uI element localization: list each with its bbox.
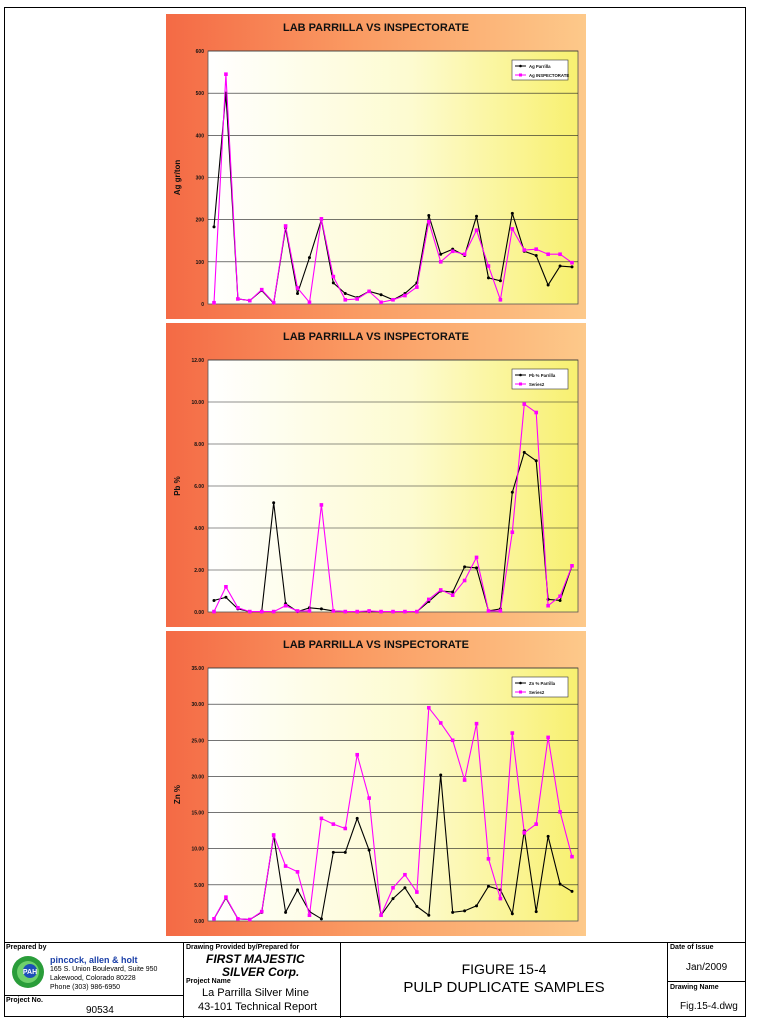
ag-series-2-point [451, 249, 455, 253]
zn-series-1-point [356, 817, 359, 820]
ag-series-2-point [272, 301, 276, 305]
ag-y-axis-label: Ag gr/ton [173, 159, 182, 196]
company-phone: Phone (303) 986-6950 [50, 984, 121, 991]
zn-series-2-point [391, 886, 395, 890]
ag-series-2-point [212, 301, 216, 305]
zn-legend-label-1: Zn % Parrilla [529, 680, 556, 686]
zn-chart [166, 631, 586, 936]
zn-series-1-point [332, 851, 335, 854]
client-name-2: SILVER Corp. [222, 965, 300, 979]
ag-y-tick-label: 0 [201, 302, 204, 308]
ag-series-2-point [546, 252, 550, 256]
ag-series-1-point [547, 284, 550, 287]
pb-series-2-point [379, 610, 383, 614]
pb-legend-marker-1 [519, 374, 522, 377]
zn-series-1-point [451, 911, 454, 914]
ag-series-1-point [475, 215, 478, 218]
ag-series-2-point [343, 298, 347, 302]
ag-series-1-point [511, 212, 514, 215]
ag-series-2-point [284, 224, 288, 228]
pb-chart-title: LAB PARRILLA VS INSPECTORATE [283, 331, 469, 343]
zn-series-2-point [332, 822, 336, 826]
pb-series-2-point [248, 610, 252, 614]
ag-series-2-point [332, 275, 336, 279]
ag-series-2-point [463, 252, 467, 256]
drawing-provided-label: Drawing Provided by/Prepared for [186, 944, 300, 951]
zn-series-2-point [248, 918, 252, 922]
zn-legend-marker-1 [519, 682, 522, 685]
pb-series-1-point [523, 451, 526, 454]
pb-y-tick-label: 12.00 [191, 358, 204, 364]
pb-series-1-point [272, 501, 275, 504]
figure-title: FIGURE 15-4 [461, 961, 547, 977]
pb-series-2-point [332, 609, 336, 613]
pb-series-2-point [451, 593, 455, 597]
pb-series-1-point [224, 596, 227, 599]
ag-legend-label-1: Ag Parrilla [529, 63, 551, 69]
zn-series-1-point [463, 909, 466, 912]
client-cell [184, 943, 341, 1018]
drawing-name-cell [668, 981, 746, 1018]
company-address-1: 165 S. Union Boulevard, Suite 950 [50, 966, 158, 973]
pb-series-2-point [511, 530, 515, 534]
pb-series-1-point [320, 607, 323, 610]
ag-series-2-point [296, 286, 300, 290]
ag-series-2-point [487, 264, 491, 268]
pb-y-tick-label: 4.00 [194, 526, 204, 532]
zn-series-2-point [487, 857, 491, 861]
ag-y-tick-label: 600 [195, 49, 204, 55]
zn-y-tick-label: 5.00 [194, 882, 204, 889]
ag-series-2-point [475, 228, 479, 232]
prepared-by-label: Prepared by [6, 944, 47, 951]
pb-series-1-point [463, 565, 466, 568]
zn-series-2-point [451, 738, 455, 742]
zn-series-2-point [212, 917, 216, 921]
zn-series-1-point [547, 835, 550, 838]
ag-series-2-point [260, 288, 264, 292]
ag-series-2-point [248, 299, 252, 303]
zn-y-tick-label: 10.00 [191, 846, 204, 853]
pb-series-2-point [439, 588, 443, 592]
pb-series-2-point [224, 585, 228, 589]
ag-legend-marker-1 [519, 65, 522, 68]
zn-series-2-point [475, 722, 479, 726]
ag-series-2-point [427, 220, 431, 224]
pb-y-tick-label: 8.00 [194, 442, 204, 448]
ag-series-2-point [224, 72, 228, 76]
pb-series-2-point [296, 609, 300, 613]
pb-series-2-point [367, 609, 371, 613]
ag-y-tick-label: 300 [195, 175, 204, 182]
project-no-cell [4, 995, 184, 1018]
pb-series-2-point [487, 609, 491, 613]
pb-series-2-point [499, 609, 503, 613]
pb-series-2-point [415, 610, 419, 614]
pb-y-tick-label: 6.00 [194, 484, 204, 490]
zn-series-2-point [511, 731, 515, 735]
zn-series-2-point [224, 895, 228, 899]
zn-chart-panel [166, 631, 586, 936]
ag-series-2-point [391, 298, 395, 302]
company-address-2: Lakewood, Colorado 80228 [50, 975, 136, 982]
pb-series-1-point [511, 491, 514, 494]
drawing-name-value: Fig.15-4.dwg [680, 1001, 738, 1012]
zn-series-1-point [296, 888, 299, 891]
ag-series-1-point [559, 265, 562, 268]
ag-series-2-point [499, 298, 503, 302]
ag-y-tick-label: 200 [195, 217, 204, 224]
zn-series-2-point [570, 855, 574, 859]
zn-series-2-point [546, 736, 550, 740]
ag-series-1-point [296, 292, 299, 295]
ag-series-1-point [499, 279, 502, 282]
ag-series-1-point [571, 265, 574, 268]
drawing-name-label: Drawing Name [670, 984, 719, 991]
ag-legend-marker-2 [519, 74, 522, 77]
zn-series-2-point [463, 778, 467, 782]
zn-series-1-point [559, 883, 562, 886]
ag-series-2-point [367, 290, 371, 294]
pb-series-2-point [546, 604, 550, 608]
pb-series-2-point [475, 556, 479, 560]
project-no-value: 90534 [86, 1005, 114, 1016]
zn-series-2-point [439, 721, 443, 725]
date-cell [668, 943, 746, 981]
ag-series-2-point [403, 294, 407, 298]
ag-series-1-point [308, 256, 311, 259]
ag-series-2-point [522, 248, 526, 252]
ag-series-2-point [439, 260, 443, 264]
pb-legend-label-1: Pb % Parrilla [529, 372, 556, 378]
title-block [4, 942, 746, 1017]
ag-legend-label-2: Ag INSPECTORATE [529, 72, 570, 78]
pb-series-2-point [355, 610, 359, 614]
pb-chart [166, 323, 586, 627]
ag-series-2-point [236, 297, 240, 301]
pb-series-1-point [559, 599, 562, 602]
zn-series-1-point [439, 773, 442, 776]
pb-series-2-point [534, 411, 538, 415]
ag-series-2-point [558, 252, 562, 256]
zn-y-axis-label: Zn % [173, 784, 182, 805]
pb-legend-label-2: Series2 [529, 381, 545, 387]
zn-series-2-point [379, 913, 383, 917]
zn-series-2-point [415, 890, 419, 894]
zn-legend-marker-2 [519, 691, 522, 694]
pb-y-axis-label: Pb % [173, 476, 182, 496]
zn-series-2-point [427, 706, 431, 710]
zn-series-2-point [343, 827, 347, 831]
date-label: Date of Issue [670, 944, 714, 951]
pb-series-1-point [535, 459, 538, 462]
ag-series-2-point [355, 297, 359, 301]
zn-series-2-point [499, 897, 503, 901]
zn-series-2-point [296, 870, 300, 874]
pb-series-2-point [308, 609, 312, 613]
pb-series-2-point [320, 503, 324, 507]
project-no-label: Project No. [6, 997, 43, 1004]
pb-series-2-point [236, 606, 240, 610]
ag-series-1-point [427, 214, 430, 217]
zn-chart-title: LAB PARRILLA VS INSPECTORATE [283, 639, 469, 651]
ag-y-tick-label: 500 [195, 91, 204, 98]
zn-y-tick-label: 25.00 [191, 738, 204, 745]
ag-chart-panel [166, 14, 586, 319]
company-logo-icon [8, 954, 48, 990]
zn-y-tick-label: 15.00 [191, 810, 204, 817]
pb-series-2-point [463, 579, 467, 583]
ag-chart [166, 14, 586, 319]
project-name-1: La Parrilla Silver Mine [202, 987, 309, 999]
ag-series-2-point [534, 247, 538, 251]
ag-series-1-point [380, 293, 383, 296]
date-value: Jan/2009 [686, 962, 728, 973]
client-name-1: FIRST MAJESTIC [206, 952, 305, 966]
zn-series-1-point [320, 917, 323, 920]
pb-series-2-point [212, 610, 216, 614]
zn-series-2-point [355, 753, 359, 757]
pb-series-2-point [403, 610, 407, 614]
ag-series-2-point [570, 261, 574, 265]
zn-series-1-point [284, 911, 287, 914]
company-logo-text: PAH [22, 969, 38, 976]
ag-series-1-point [439, 253, 442, 256]
zn-series-1-point [344, 851, 347, 854]
zn-series-2-point [260, 910, 264, 914]
zn-series-1-point [487, 885, 490, 888]
zn-series-1-point [475, 904, 478, 907]
zn-series-1-point [571, 890, 574, 893]
pb-series-1-point [475, 566, 478, 569]
zn-y-tick-label: 30.00 [191, 702, 204, 709]
zn-series-2-point [284, 864, 288, 868]
ag-series-1-point [487, 276, 490, 279]
company-name: pincock, allen & holt [50, 955, 138, 965]
zn-series-1-point [415, 905, 418, 908]
ag-series-1-point [535, 254, 538, 257]
zn-series-2-point [236, 917, 240, 921]
ag-series-2-point [308, 301, 312, 305]
pb-y-tick-label: 10.00 [191, 400, 204, 406]
prepared-by-cell [4, 943, 184, 995]
pb-legend-marker-2 [519, 383, 522, 386]
zn-series-2-point [403, 873, 407, 877]
zn-plot-area [208, 668, 578, 921]
pb-series-2-point [522, 402, 526, 406]
pb-series-2-point [391, 610, 395, 614]
zn-legend-label-2: Series2 [529, 689, 545, 695]
pb-series-1-point [213, 599, 216, 602]
ag-series-2-point [511, 227, 515, 231]
pb-series-2-point [272, 610, 276, 614]
ag-series-1-point [213, 225, 216, 228]
pb-series-2-point [570, 564, 574, 568]
pb-chart-panel [166, 323, 586, 627]
zn-y-tick-label: 0.00 [194, 919, 204, 925]
zn-series-2-point [367, 796, 371, 800]
pb-series-2-point [343, 610, 347, 614]
ag-y-tick-label: 100 [195, 259, 204, 266]
zn-series-2-point [308, 913, 312, 917]
pb-series-2-point [284, 604, 288, 608]
ag-series-2-point [320, 217, 324, 221]
zn-y-tick-label: 35.00 [191, 666, 204, 672]
zn-series-1-point [368, 849, 371, 852]
ag-chart-title: LAB PARRILLA VS INSPECTORATE [283, 22, 469, 34]
pb-series-2-point [260, 610, 264, 614]
ag-y-tick-label: 400 [195, 133, 204, 140]
ag-series-2-point [379, 301, 383, 305]
zn-series-1-point [535, 910, 538, 913]
zn-series-1-point [392, 897, 395, 900]
ag-series-1-point [332, 281, 335, 284]
ag-series-2-point [415, 285, 419, 289]
zn-series-1-point [511, 912, 514, 915]
zn-series-1-point [403, 886, 406, 889]
zn-series-1-point [427, 914, 430, 917]
zn-series-2-point [320, 817, 324, 821]
pb-series-2-point [427, 598, 431, 602]
figure-subtitle: PULP DUPLICATE SAMPLES [403, 979, 605, 996]
zn-series-2-point [272, 833, 276, 837]
ag-series-1-point [344, 292, 347, 295]
zn-series-2-point [558, 810, 562, 814]
pb-y-tick-label: 0.00 [194, 610, 204, 616]
zn-series-2-point [522, 831, 526, 835]
project-name-label: Project Name [186, 978, 231, 985]
project-name-2: 43-101 Technical Report [198, 1001, 318, 1013]
pb-series-2-point [558, 594, 562, 598]
pb-y-tick-label: 2.00 [194, 568, 204, 574]
zn-series-2-point [534, 822, 538, 826]
figure-title-cell [341, 943, 668, 1018]
zn-y-tick-label: 20.00 [191, 774, 204, 781]
